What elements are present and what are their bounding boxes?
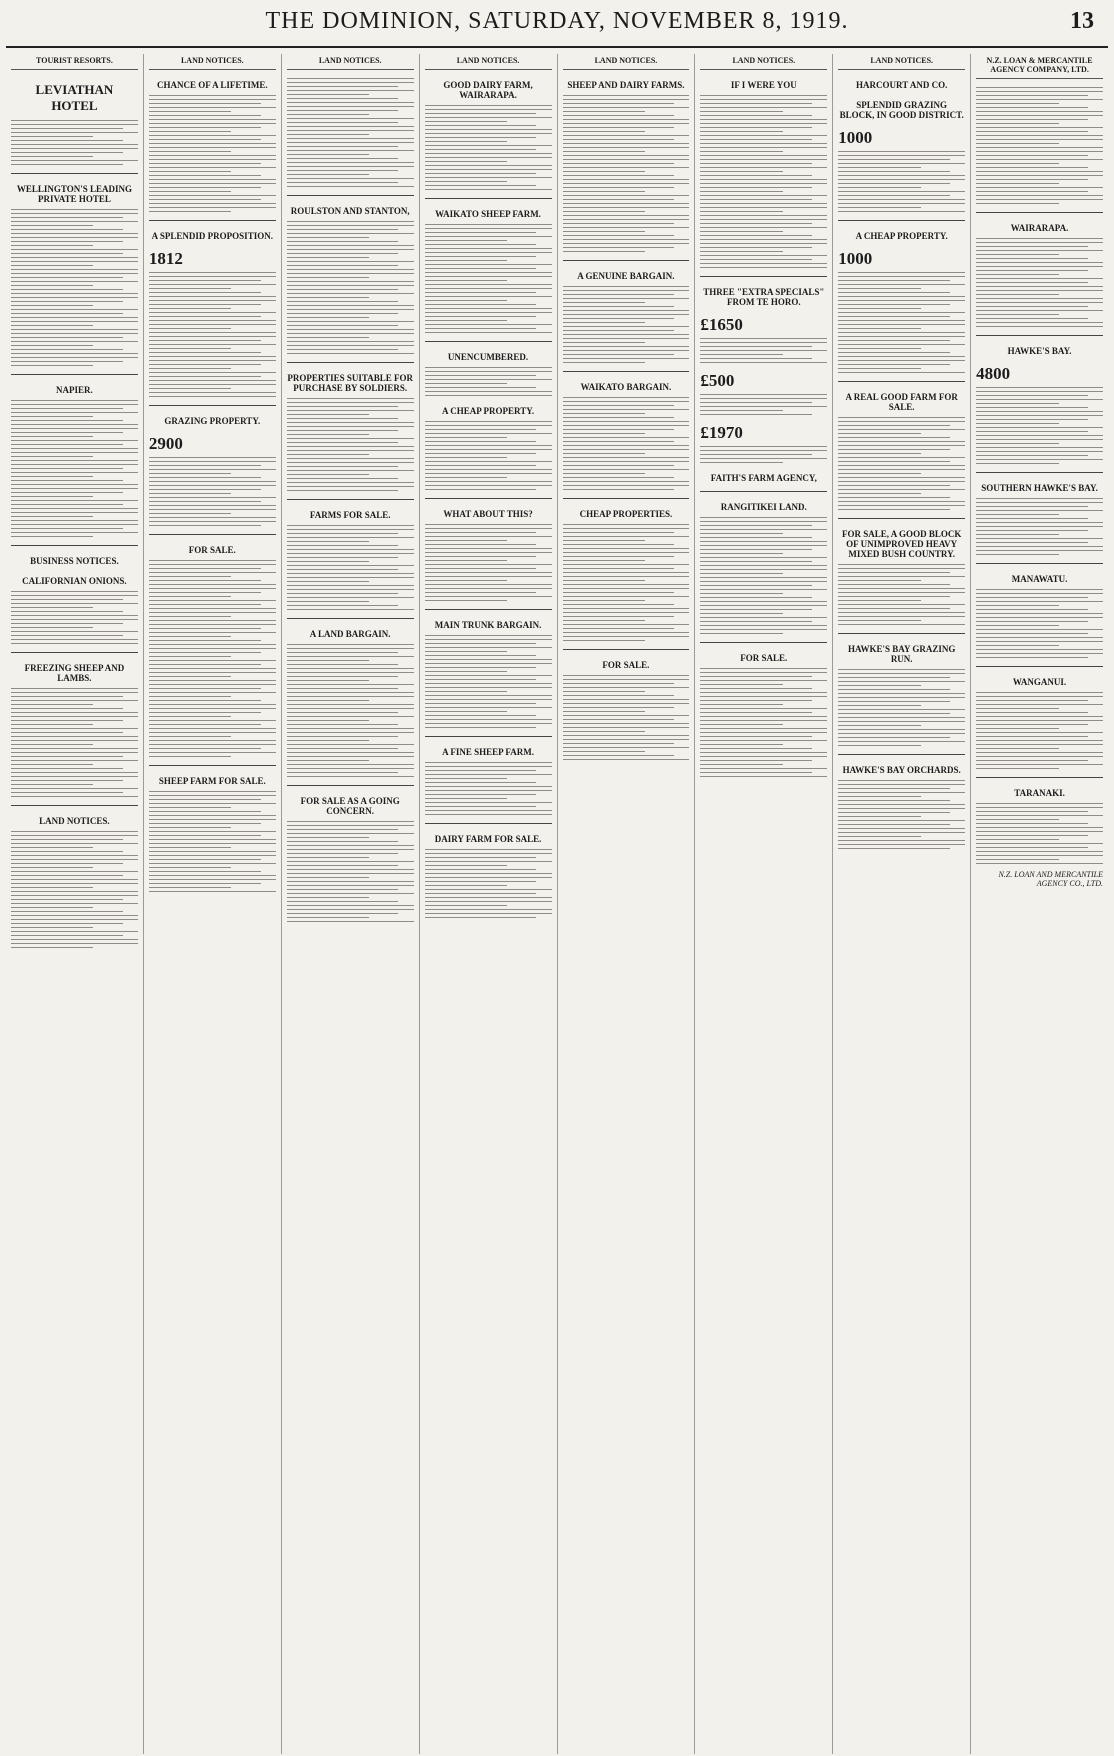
headline: CHEAP PROPERTIES.: [579, 509, 673, 519]
headline: FAITH'S FARM AGENCY,: [710, 473, 817, 483]
headline: HAWKE'S BAY GRAZING RUN.: [848, 644, 956, 664]
headline: SOUTHERN HAWKE'S BAY.: [981, 483, 1098, 493]
column-heading: LAND NOTICES.: [149, 54, 276, 70]
featured-figure: 1812: [148, 249, 183, 268]
headline: GRAZING PROPERTY.: [164, 416, 261, 426]
headline: A SPLENDID PROPOSITION.: [151, 231, 273, 241]
column-heading: N.Z. LOAN & MERCANTILE AGENCY COMPANY, LTD.: [976, 54, 1103, 79]
featured-figure: £1650: [700, 315, 743, 334]
headline: THREE "EXTRA SPECIALS" FROM TE HORO.: [703, 287, 825, 307]
headline: MAIN TRUNK BARGAIN.: [434, 620, 542, 630]
page-title: THE DOMINION, SATURDAY, NOVEMBER 8, 1919.: [265, 8, 849, 34]
headline: RANGITIKEI LAND.: [720, 502, 807, 512]
headline: WANGANUI.: [1012, 677, 1067, 687]
headline: PROPERTIES SUITABLE FOR PURCHASE BY SOLDIERS.: [287, 373, 413, 393]
headline: WAIRARAPA.: [1010, 223, 1069, 233]
headline: A LAND BARGAIN.: [309, 629, 391, 639]
featured-figure: 1000: [838, 249, 873, 268]
headline: MANAWATU.: [1011, 574, 1068, 584]
headline: UNENCUMBERED.: [447, 352, 529, 362]
headline: FREEZING SHEEP AND LAMBS.: [24, 663, 125, 683]
headline: IF I WERE YOU: [730, 80, 797, 90]
headline: LEVIATHAN HOTEL: [35, 82, 114, 113]
headline: FOR SALE AS A GOING CONCERN.: [300, 796, 400, 816]
headline: FOR SALE.: [602, 660, 650, 670]
featured-figure: 1000: [838, 128, 873, 147]
headline: BUSINESS NOTICES.: [30, 556, 119, 566]
headline: SHEEP AND DAIRY FARMS.: [567, 80, 685, 90]
featured-figure: £1970: [700, 423, 743, 442]
headline: A CHEAP PROPERTY.: [855, 231, 948, 241]
column-heading: LAND NOTICES.: [287, 54, 414, 70]
column-heading: LAND NOTICES.: [563, 54, 690, 70]
footer-notice: N.Z. LOAN AND MERCANTILE AGENCY CO., LTD.: [998, 870, 1103, 888]
column-2: [144, 54, 282, 1754]
headline: A GENUINE BARGAIN.: [577, 271, 675, 281]
headline: CHANCE OF A LIFETIME.: [156, 80, 268, 90]
column-1: [6, 54, 144, 1754]
column-7: [833, 54, 971, 1754]
columns: [6, 54, 1108, 1754]
headline: FOR SALE.: [740, 653, 788, 663]
column-8: [971, 54, 1108, 1754]
headline: A FINE SHEEP FARM.: [442, 747, 534, 757]
headline: WAIKATO SHEEP FARM.: [435, 209, 541, 219]
featured-figure: 2900: [148, 434, 183, 453]
headline: LAND NOTICES.: [39, 816, 110, 826]
headline: A CHEAP PROPERTY.: [442, 406, 535, 416]
column-6: [695, 54, 833, 1754]
headline: FARMS FOR SALE.: [309, 510, 391, 520]
headline: HARCOURT AND CO.: [856, 80, 948, 90]
column-heading: LAND NOTICES.: [425, 54, 552, 70]
headline: TARANAKI.: [1014, 788, 1065, 798]
page-number: 13: [1070, 8, 1094, 34]
column-4: [420, 54, 558, 1754]
headline: DAIRY FARM FOR SALE.: [434, 834, 542, 844]
headline: A REAL GOOD FARM FOR SALE.: [845, 392, 958, 412]
column-heading: LAND NOTICES.: [838, 54, 965, 70]
column-heading: LAND NOTICES.: [700, 54, 827, 70]
headline: HAWKE'S BAY.: [1007, 346, 1072, 356]
column-5: [558, 54, 696, 1754]
headline: NAPIER.: [56, 385, 93, 395]
featured-figure: 4800: [976, 364, 1011, 383]
headline: SPLENDID GRAZING BLOCK, IN GOOD DISTRICT.: [839, 100, 964, 120]
headline: WHAT ABOUT THIS?: [443, 509, 533, 519]
headline: WAIKATO BARGAIN.: [580, 382, 672, 392]
headline: FOR SALE, A GOOD BLOCK OF UNIMPROVED HEAVY MIXED BUSH COUNTRY.: [842, 529, 962, 559]
headline: GOOD DAIRY FARM, WAIRARAPA.: [443, 80, 533, 100]
headline: HAWKE'S BAY ORCHARDS.: [842, 765, 961, 775]
headline: ROULSTON AND STANTON,: [290, 206, 410, 216]
column-heading: TOURIST RESORTS.: [11, 54, 138, 70]
headline: WELLINGTON'S LEADING PRIVATE HOTEL: [16, 184, 132, 204]
featured-figure: £500: [700, 371, 735, 390]
headline: FOR SALE.: [188, 545, 236, 555]
headline: CALIFORNIAN ONIONS.: [22, 576, 127, 586]
headline: SHEEP FARM FOR SALE.: [158, 776, 266, 786]
column-3: [282, 54, 420, 1754]
masthead: [6, 0, 1108, 48]
